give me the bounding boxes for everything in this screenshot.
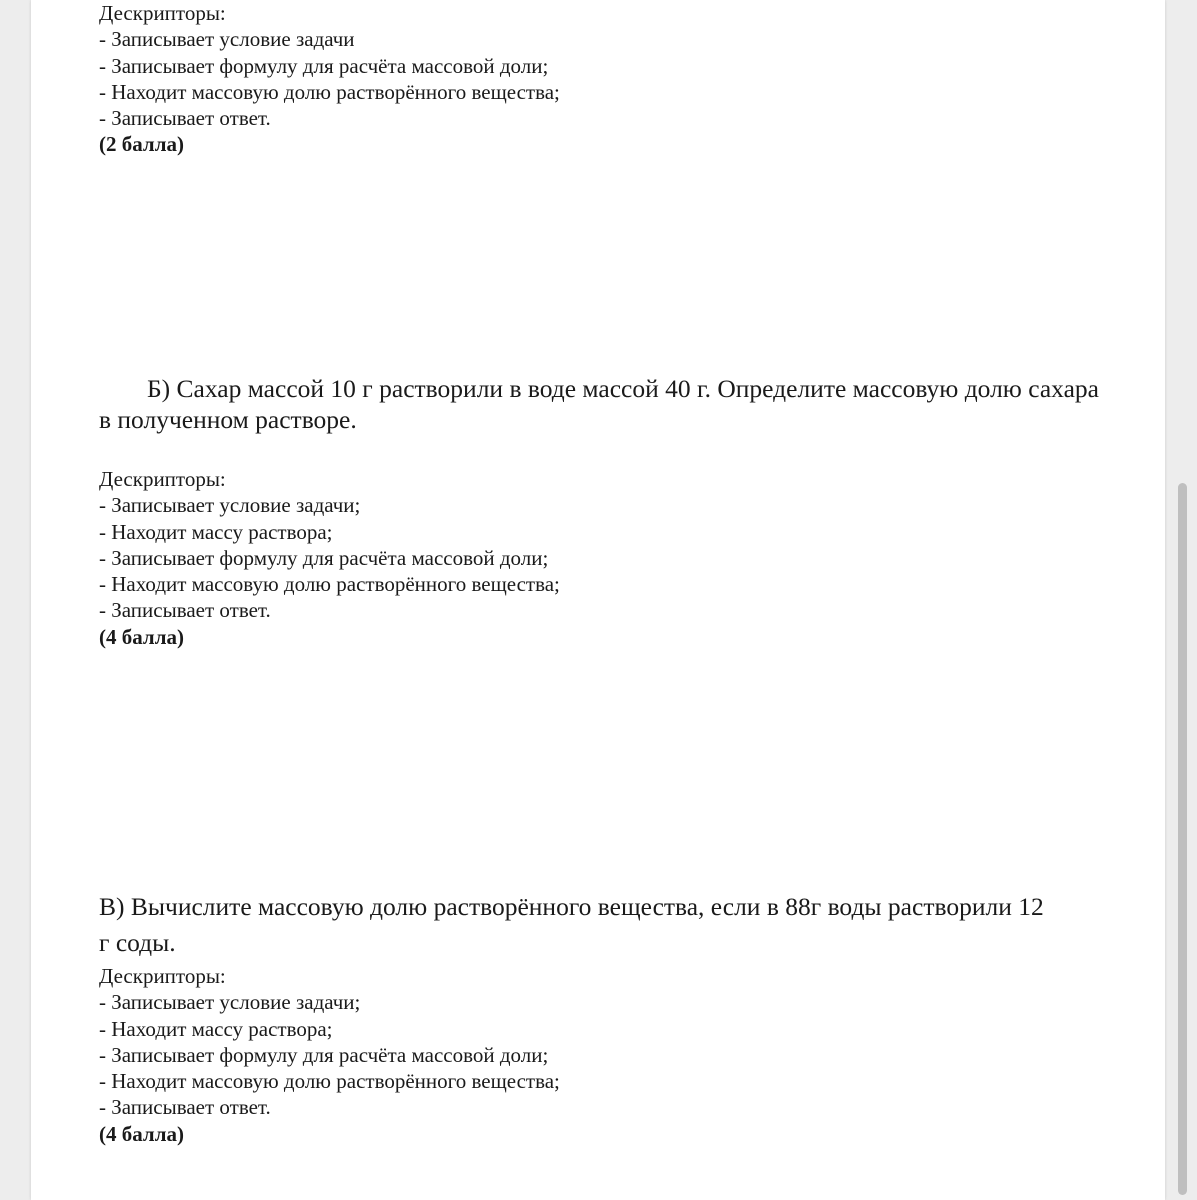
descriptor-block-b: [99, 466, 560, 650]
descriptor-item: - Записывает ответ.: [99, 598, 271, 623]
descriptor-block-c: [99, 963, 560, 1147]
descriptor-item: - Записывает формулу для расчёта массовой доли;: [99, 1042, 549, 1067]
task-c-line: В) Вычислите массовую долю растворённого вещества, если в 88г воды растворили 12: [99, 892, 1044, 921]
task-c-line: г соды.: [99, 928, 176, 957]
descriptor-item: - Записывает условие задачи;: [99, 990, 361, 1015]
score-label: (2 балла): [99, 132, 184, 157]
task-b-text: Б) Сахар массой 10 г растворили в воде массой 40 г. Определите массовую долю сахара в полученном растворе.: [99, 374, 1099, 434]
scrollbar-thumb[interactable]: [1178, 483, 1187, 1195]
descriptor-header: Дескрипторы:: [99, 467, 226, 491]
descriptor-item: - Записывает ответ.: [99, 1095, 271, 1120]
descriptor-item: - Записывает условие задачи;: [99, 493, 361, 518]
score-label: (4 балла): [99, 624, 184, 649]
descriptor-header: Дескрипторы:: [99, 1, 226, 25]
descriptor-item: - Находит массу раствора;: [99, 519, 333, 544]
descriptor-item: - Находит массу раствора;: [99, 1016, 333, 1041]
descriptor-item: - Записывает ответ.: [99, 106, 271, 131]
descriptor-item: - Записывает формулу для расчёта массовой доли;: [99, 545, 549, 570]
descriptor-item: - Находит массовую долю растворённого вещества;: [99, 572, 560, 597]
descriptor-item: - Записывает формулу для расчёта массовой доли;: [99, 53, 549, 78]
descriptor-block-a: [99, 0, 560, 158]
descriptor-item: - Находит массовую долю растворённого вещества;: [99, 1069, 560, 1094]
descriptor-item: - Записывает условие задачи: [99, 27, 355, 52]
document-page: [31, 0, 1165, 1200]
descriptor-item: - Находит массовую долю растворённого вещества;: [99, 79, 560, 104]
task-c-text: [99, 889, 1109, 961]
descriptor-header: Дескрипторы:: [99, 964, 226, 988]
score-label: (4 балла): [99, 1121, 184, 1146]
